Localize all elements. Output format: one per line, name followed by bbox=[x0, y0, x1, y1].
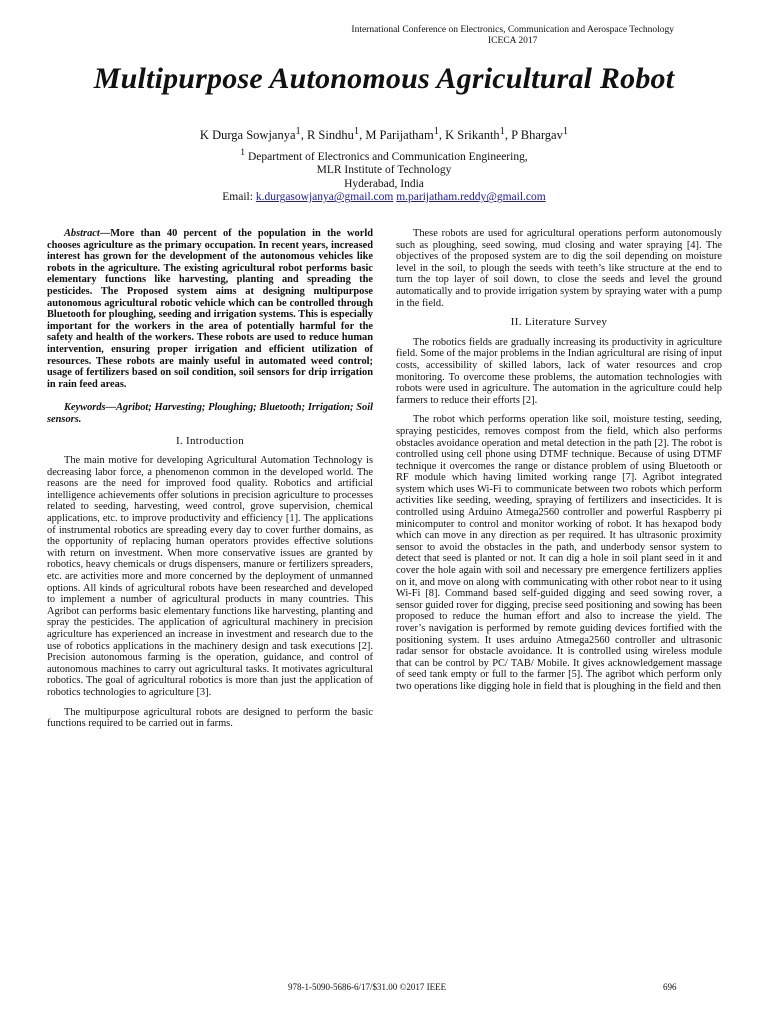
left-column bbox=[47, 228, 373, 738]
affiliation-marker: 1 bbox=[240, 147, 246, 158]
author: P Bhargav bbox=[511, 128, 563, 143]
author-marker: 1 bbox=[562, 126, 569, 137]
author-list: K Durga Sowjanya$^1$, R Sindhu$^1$, M Parijatham$^1$, K Srikanth$^1$, P Bhargav$^1$ bbox=[199, 126, 569, 143]
copyright-footer: 978-1-5090-5686-6/17/$31.00 ©2017 IEEE bbox=[288, 982, 447, 992]
conference-header bbox=[351, 25, 674, 47]
paragraph: The main motive for developing Agricultural Automation Technology is decreasing labor force, a phenomenon common in the developed world. The reasons are the need for improved food quality. Robotics and artificial intelligence achievements offer solutions in precision agriculture to processes related to seeding, harvesting, weed control, grove supervision, chemical applications, etc. to improve productivity and efficiency [1]. The applications of instrumental robotics are spreading every day to cover further domains, as the opportunity of replacing human operators provides effective solutions with return on investment. When more conservative issues are granted by robotics, heavy chemicals or drugs dispensers, manure or fertilizers spreaders, etc. are activities more and more concerned by the deployment of unmanned options. All kinds of agricultural robots have been researched and developed to implement a number of agricultural products in many countries. This Agribot can performs basic elementary functions like harvesting, planting and spray the pesticides. The application of agricultural machinery in precision agriculture has experienced an increase in investment and research due to the use of robotics applications in the machinery design and task executions [2]. Precision autonomous farming is the operation, guidance, and control of autonomous machines to carry out agricultural tasks. It motivates agricultural robotics. The goal of agricultural robotics is more than just the application of robotics technologies to agriculture [3]. bbox=[47, 455, 373, 698]
keywords-lead: Keywords bbox=[64, 402, 106, 414]
abstract bbox=[47, 228, 373, 390]
author: R Sindhu bbox=[306, 128, 354, 143]
author-marker: 1 bbox=[433, 126, 439, 137]
paper-title: Multipurpose Autonomous Agricultural Robot bbox=[93, 62, 675, 95]
section-heading-literature-survey: II. Literature Survey bbox=[510, 316, 608, 329]
author-marker: 1 bbox=[499, 126, 505, 137]
institute: MLR Institute of Technology bbox=[316, 164, 452, 177]
page-number: 696 bbox=[663, 982, 677, 992]
conference-name: International Conference on Electronics, Communication and Aerospace Technology bbox=[351, 25, 674, 35]
section-heading-introduction: I. Introduction bbox=[175, 434, 245, 447]
email-link[interactable]: m.parijatham.reddy@gmail.com bbox=[396, 191, 546, 204]
author: K Srikanth bbox=[445, 128, 500, 143]
author: M Parijatham bbox=[365, 128, 434, 143]
email-line bbox=[0, 191, 768, 205]
author: K Durga Sowjanya bbox=[199, 128, 296, 143]
paragraph: The robot which performs operation like soil, moisture testing, seeding, spraying pesticides, removes compost from the field, which also performs obstacles avoidance operation and metal detection in the path [2]. The robot is controlled using cell phone using DTMF technique. Because of using DTMF technique it overcomes the range or distance problem of using Bluetooth or RF module which having limited working range [7]. Agribot integrated system which uses Wi-Fi to communicate between two robots which perform activities like seeding, weeding, spraying of fertilizers and insecticides. It is controlled using Arduino Atmega2560 controller and powerful Raspberry pi minicomputer to control and monitor working of robot. It has hexapod body which can move in any direction as per required. It has ultrasonic proximity sensor to avoid the obstacles in the path, and underbody sensor system to detect that seed is planted or not. It can dig a hole in soil plant seed in it and cover the hole again with soil and necessary pre emergence fertilizers applies on it, and move on along with communicating with other robot near to it using Wi-Fi [8]. Command based self-guided digging and seed sowing rover, a sensor guided rover for digging, precise seed positioning and sowing has been proposed to reduce the human effort and also to increase the yield. The rover’s navigation is performed by remote guiding devices fortified with the positioning system. It uses arduino Atmega2560 controller and ultrasonic radar sensor for obstacle avoidance. It is controlled using wireless module that can be control by PC/ TAB/ Mobile. It gives acknowledgement massage of seed tank empty or full to the farmer [5]. The agribot which perform only two operations like digging hole in field that is ploughing in the field and then bbox=[396, 414, 722, 692]
department-line bbox=[0, 146, 768, 164]
keywords-text: Agribot; Harvesting; Ploughing; Bluetooth; Irrigation; Soil sensors. bbox=[47, 402, 373, 425]
department: Department of Electronics and Communication Engineering, bbox=[247, 150, 528, 163]
paragraph: The multipurpose agricultural robots are designed to perform the basic functions required to be carried out in farms. bbox=[47, 706, 373, 730]
email-link[interactable]: k.durgasowjanya@gmail.com bbox=[255, 191, 394, 204]
abstract-lead: Abstract bbox=[64, 228, 100, 239]
abstract-text: More than 40 percent of the population in the world chooses agriculture as the primary occupation. In recent years, increased interest has grown for the development of the autonomous vehicles like robots in the agriculture. The existing agricultural robot performs basic elementary functions like harvesting, planting and spreading the pesticides. The Proposed system aims at designing multipurpose autonomous agricultural robotic vehicle which can be controlled through Bluetooth for ploughing, seeding and irrigation systems. This is especially important for the workers in the area of potentially harmful for the safety and health of the workers. These robots are used to reduce human intervention, ensuring proper irrigation and efficient utilization of resources. These robots are mainly useful in automated weed control; usage of fertilizers based on soil condition, soil sensors for drip irrigation in rain feed areas. bbox=[47, 228, 373, 390]
abstract-dash: — bbox=[99, 228, 111, 239]
city: Hyderabad, India bbox=[344, 177, 424, 190]
email-label: Email: bbox=[222, 191, 253, 204]
keywords bbox=[47, 402, 373, 425]
affiliation bbox=[0, 146, 768, 205]
keywords-dash: — bbox=[105, 402, 116, 414]
right-column bbox=[396, 228, 722, 701]
paragraph: The robotics fields are gradually increasing its productivity in agriculture field. Some of the major problems in the Indian agricultural are rising of input costs, accessibility of skilled labors, lack of water resources and crop monitoring. To overcome these problems, the automation technologies with robots were used in agriculture. The automation in the agriculture could help farmers to reduce their efforts [2]. bbox=[396, 336, 722, 406]
conference-short: ICECA 2017 bbox=[488, 36, 538, 46]
author-marker: 1 bbox=[353, 126, 360, 137]
paragraph: These robots are used for agricultural operations perform autonomously such as ploughing, seed sowing, mud closing and water spraying [4]. The objectives of the proposed system are to dig the soil depending on moisture level in the soil, to plough the seeds with teeth’s like structure at the end to turn the top layer of soil down, to close the seeds and level the ground automatically and to provide irrigation system by spraying water with a pump in the field. bbox=[396, 228, 722, 309]
author-marker: 1 bbox=[295, 126, 301, 137]
